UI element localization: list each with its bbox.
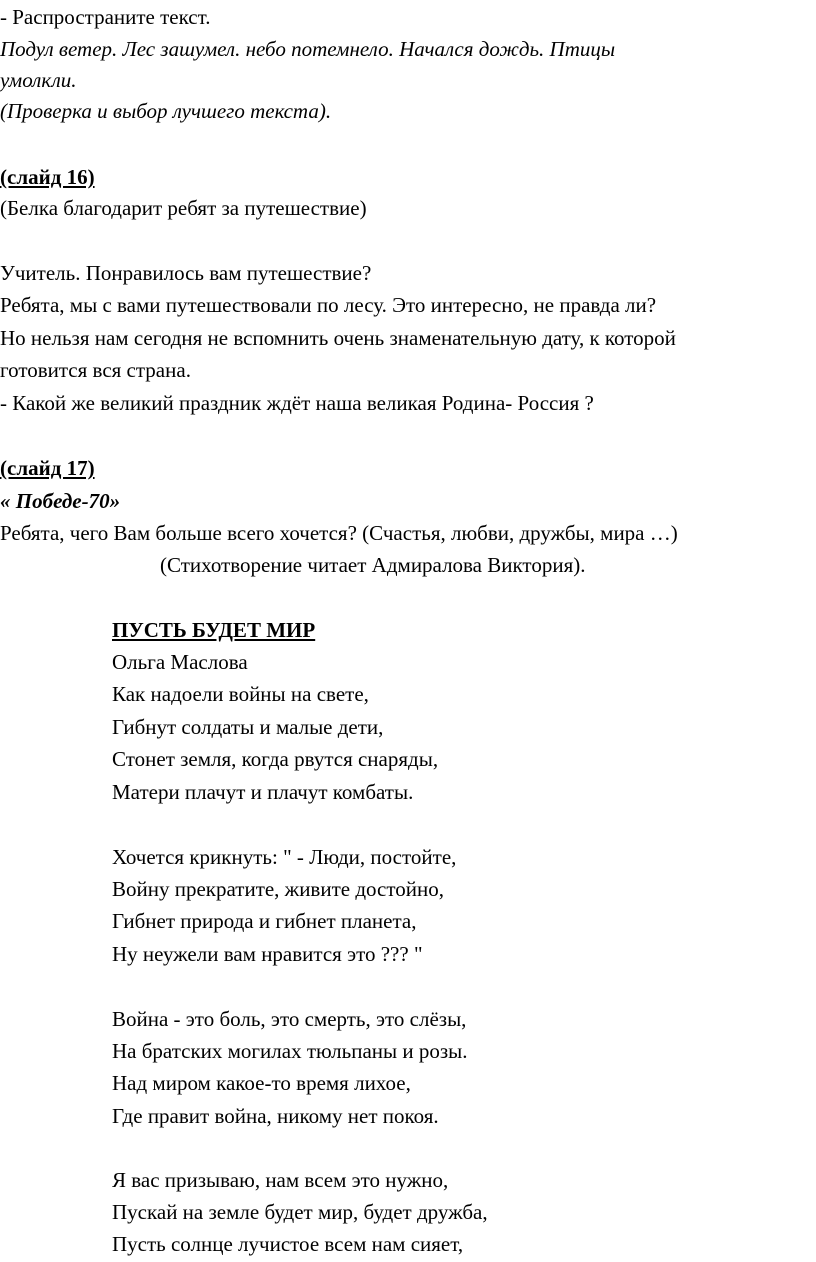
poem-line: Пускай на земле будет мир, будет дружба, <box>112 1200 488 1224</box>
poem-line: Ну неужели вам нравится это ??? " <box>112 942 423 966</box>
example-text-line-2: умолкли. <box>0 68 77 92</box>
poem-line: Пусть солнце лучистое всем нам сияет, <box>112 1232 464 1256</box>
paragraph-line-2: Но нельзя нам сегодня не вспомнить очень знаменательную дату, к которой <box>0 326 676 350</box>
poem-line: Хочется крикнуть: " - Люди, постойте, <box>112 845 457 869</box>
poem-line: Как надоели войны на свете, <box>112 682 369 706</box>
paragraph-line-3: готовится вся страна. <box>0 358 191 382</box>
wishes-question: Ребята, чего Вам больше всего хочется? (Счастья, любви, дружбы, мира …) <box>0 521 678 545</box>
paragraph-line-1: Ребята, мы с вами путешествовали по лесу. Это интересно, не правда ли? <box>0 293 657 317</box>
teacher-question: Учитель. Понравилось вам путешествие? <box>0 261 372 285</box>
task-line: - Распространите текст. <box>0 5 211 29</box>
poem-line: Где правит война, никому нет покоя. <box>112 1104 439 1128</box>
poem-line: Стонет земля, когда рвутся снаряды, <box>112 747 439 771</box>
example-text-line-1: Подул ветер. Лес зашумел. небо потемнело. Начался дождь. Птицы <box>0 37 616 61</box>
reader-note: (Стихотворение читает Адмиралова Виктория). <box>160 553 586 577</box>
check-note: (Проверка и выбор лучшего текста). <box>0 99 332 123</box>
poem-title: ПУСТЬ БУДЕТ МИР <box>112 618 316 642</box>
slide-17-heading: (слайд 17) <box>0 456 95 480</box>
poem-line: Война - это боль, это смерть, это слёзы, <box>112 1007 467 1031</box>
poem-line: Матери плачут и плачут комбаты. <box>112 780 414 804</box>
poem-line: Гибнут солдаты и малые дети, <box>112 715 384 739</box>
slide-16-note: (Белка благодарит ребят за путешествие) <box>0 196 367 220</box>
poem-line: Гибнет природа и гибнет планета, <box>112 909 417 933</box>
poem-line: Над миром какое-то время лихое, <box>112 1071 411 1095</box>
poem-author: Ольга Маслова <box>112 650 248 674</box>
slide-16-heading: (слайд 16) <box>0 165 95 189</box>
slide-17-subtitle: « Победе-70» <box>0 489 121 513</box>
holiday-question: - Какой же великий праздник ждёт наша великая Родина- Россия ? <box>0 391 594 415</box>
poem-line: Войну прекратите, живите достойно, <box>112 877 444 901</box>
poem-line: Я вас призываю, нам всем это нужно, <box>112 1168 449 1192</box>
poem-line: На братских могилах тюльпаны и розы. <box>112 1039 468 1063</box>
